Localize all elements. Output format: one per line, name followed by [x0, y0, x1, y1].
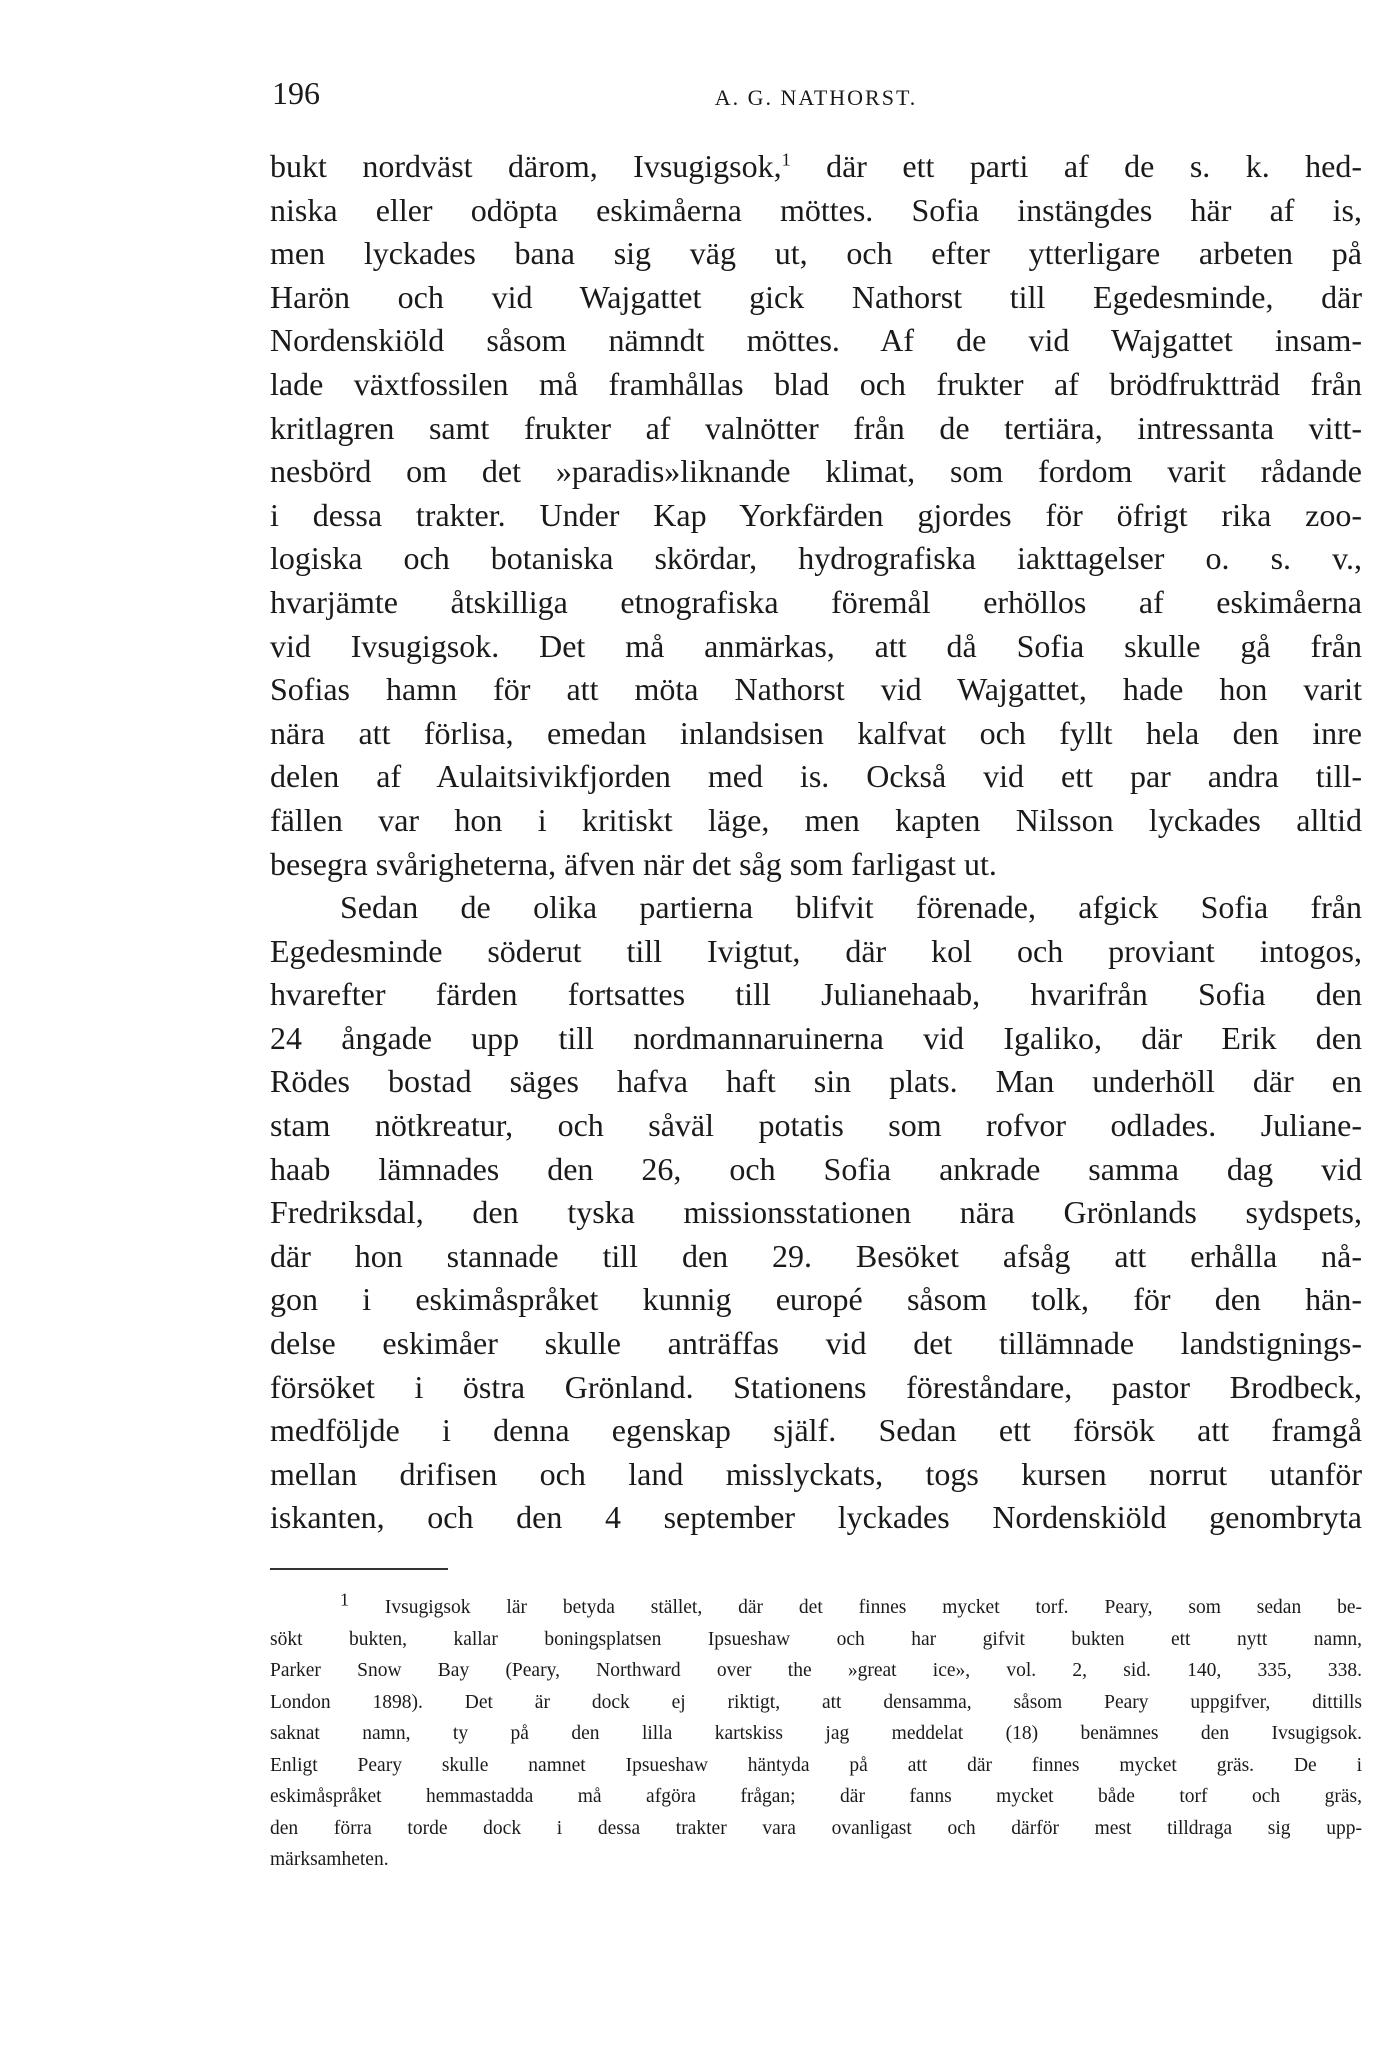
footnote-reference: 1	[781, 149, 791, 170]
body-line: lade växtfossilen må framhållas blad och frukter af brödfruktträd från	[270, 365, 1362, 402]
body-line: fällen var hon i kritiskt läge, men kapten Nilsson lyckades alltid	[270, 801, 1362, 838]
body-line: 24 ångade upp till nordmannaruinerna vid Igaliko, där Erik den	[270, 1019, 1362, 1056]
body-line: delse eskimåer skulle anträffas vid det tillämnade landstignings-	[270, 1325, 1362, 1362]
running-head	[270, 75, 1362, 121]
body-line: Nordenskiöld såsom nämndt möttes. Af de vid Wajgattet insam-	[270, 322, 1362, 359]
body-line: logiska och botaniska skördar, hydrografiska iakttagelser o. s. v.,	[270, 540, 1362, 577]
page-number: 196	[272, 75, 320, 111]
body-line: i dessa trakter. Under Kap Yorkfärden gjordes för öfrigt rika zoo-	[270, 496, 1362, 533]
body-line: gon i eskimåspråket kunnig europé såsom tolk, för den hän-	[270, 1281, 1362, 1318]
body-text	[270, 145, 1362, 1540]
footnote-line	[270, 1589, 1363, 1624]
footnote-divider	[270, 1568, 448, 1570]
footnote-marker: 1	[340, 1589, 349, 1610]
footnote-line: den förra torde dock i dessa trakter vara ovanligast och därför mest tilldraga sig upp-	[270, 1817, 1362, 1839]
body-line: nära att förlisa, emedan inlandsisen kalfvat och fyllt hela den inre	[270, 714, 1362, 751]
footnote-line: eskimåspråket hemmastadda må afgöra frågan; där fanns mycket både torf och gräs,	[270, 1786, 1362, 1807]
footnote-line: Parker Snow Bay (Peary, Northward over the »great ice», vol. 2, sid. 140, 335, 338.	[270, 1660, 1362, 1681]
running-title: A. G. NATHORST.	[714, 85, 918, 110]
footnote-line-text: Ivsugigsok lär betyda stället, där det finnes mycket torf. Peary, som sedan be-	[384, 1597, 1363, 1618]
body-line: Rödes bostad säges hafva haft sin plats. Man underhöll där en	[270, 1063, 1362, 1100]
body-line: besegra svårigheterna, äfven när det såg som farligast ut.	[270, 845, 997, 882]
footnote-line: märksamheten.	[270, 1849, 389, 1870]
body-line: Harön och vid Wajgattet gick Nathorst till Egedesminde, där	[270, 278, 1362, 315]
body-line: iskanten, och den 4 september lyckades Nordenskiöld genombryta	[270, 1499, 1362, 1536]
body-line: Sedan de olika partierna blifvit förenade, afgick Sofia från	[340, 889, 1362, 926]
body-line: Fredriksdal, den tyska missionsstationen nära Grönlands sydspets,	[270, 1194, 1362, 1231]
footnote-line: saknat namn, ty på den lilla kartskiss jag meddelat (18) benämnes den Ivsugigsok.	[270, 1723, 1362, 1744]
body-line: nesbörd om det »paradis»liknande klimat, som fordom varit rådande	[270, 453, 1362, 490]
body-line: medföljde i denna egenskap själf. Sedan ett försök att framgå	[270, 1412, 1362, 1449]
footnote-line: Enligt Peary skulle namnet Ipsueshaw häntyda på att där finnes mycket gräs. De i	[270, 1754, 1362, 1776]
body-line: mellan drifisen och land misslyckats, togs kursen norrut utanför	[270, 1455, 1362, 1492]
footnote-line: sökt bukten, kallar boningsplatsen Ipsueshaw och har gifvit bukten ett nytt namn,	[270, 1628, 1362, 1650]
body-line: där hon stannade till den 29. Besöket afsåg att erhålla nå-	[270, 1237, 1362, 1274]
body-line: Egedesminde söderut till Ivigtut, där kol och proviant intogos,	[270, 932, 1362, 969]
body-line: niska eller odöpta eskimåerna möttes. Sofia instängdes här af is,	[270, 191, 1362, 228]
body-line: haab lämnades den 26, och Sofia ankrade samma dag vid	[270, 1150, 1362, 1187]
body-line: delen af Aulaitsivikfjorden med is. Också vid ett par andra till-	[270, 758, 1362, 795]
book-page	[270, 75, 1362, 1876]
body-line: kritlagren samt frukter af valnötter från de tertiära, intressanta vitt-	[270, 409, 1362, 446]
body-line: men lyckades bana sig väg ut, och efter ytterligare arbeten på	[270, 235, 1362, 272]
body-line: vid Ivsugigsok. Det må anmärkas, att då Sofia skulle gå från	[270, 627, 1362, 664]
body-line: försöket i östra Grönland. Stationens föreståndare, pastor Brodbeck,	[270, 1368, 1362, 1405]
body-line-text: bukt nordväst därom, Ivsugigsok,	[270, 148, 782, 184]
footnote-line: London 1898). Det är dock ej riktigt, att densamma, såsom Peary uppgifver, dittills	[270, 1691, 1362, 1713]
body-line: hvarjämte åtskilliga etnografiska föremål erhöllos af eskimåerna	[270, 583, 1362, 620]
footnote	[270, 1589, 1363, 1876]
body-line	[270, 145, 1362, 189]
body-line: Sofias hamn för att möta Nathorst vid Wajgattet, hade hon varit	[270, 671, 1362, 708]
body-line-text: där ett parti af de s. k. hed-	[790, 148, 1363, 184]
body-line: stam nötkreatur, och såväl potatis som rofvor odlades. Juliane-	[270, 1107, 1362, 1144]
body-line: hvarefter färden fortsattes till Julianehaab, hvarifrån Sofia den	[270, 976, 1362, 1013]
